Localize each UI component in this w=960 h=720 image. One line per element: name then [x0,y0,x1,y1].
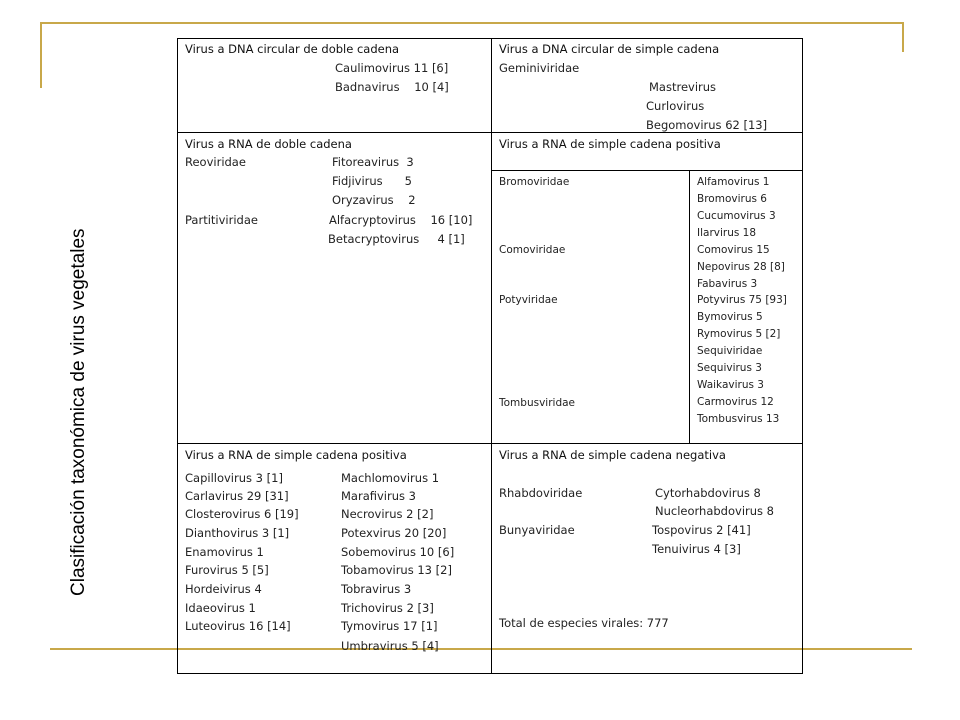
cell2-heading: Virus a DNA circular de simple cadena [499,42,720,56]
cell5-genus-col1: Dianthovirus 3 [1] [185,526,290,540]
cell5-genus-col2: Marafivirus 3 [341,489,416,503]
cell3-genus: Fidjivirus 5 [332,174,412,188]
cell4-genus: Fabavirus 3 [697,278,758,290]
cell2-genus: Curlovirus [646,99,705,113]
cell5-genus-col1: Idaeovirus 1 [185,601,256,615]
cell4-genus: Sequivirus 3 [697,362,762,374]
cell3-heading: Virus a RNA de doble cadena [185,137,352,151]
cell4-heading: Virus a RNA de simple cadena positiva [499,137,721,151]
cell4-genus: Ilarvirus 18 [697,227,757,239]
cell5-genus-col2: Tobamovirus 13 [2] [341,563,452,577]
cell4-genus: Waikavirus 3 [697,379,764,391]
cell6-genus: Cytorhabdovirus 8 [655,486,761,500]
cell4-genus: Tombusvirus 13 [697,413,780,425]
cell5-genus-col2: Potexvirus 20 [20] [341,526,447,540]
cell4-genus: Cucumovirus 3 [697,210,776,222]
cell5-genus-col1: Carlavirus 29 [31] [185,489,289,503]
cell5-genus-col1: Furovirus 5 [5] [185,563,269,577]
slide-title: Clasificación taxonómica de virus vegetales [68,228,89,596]
cell1-genus: Caulimovirus 11 [6] [335,61,449,75]
cell4-genus: Alfamovirus 1 [697,176,770,188]
cell4-genus: Bymovirus 5 [697,311,763,323]
cell4-genus: Rymovirus 5 [2] [697,328,781,340]
cell5-genus-col1: Enamovirus 1 [185,545,264,559]
divider-v-main [491,39,492,673]
cell6-family: Rhabdoviridae [499,486,583,500]
cell5-genus-col1: Hordeivirus 4 [185,582,262,596]
cell6-family: Bunyaviridae [499,523,575,537]
cell4-genus: Bromovirus 6 [697,193,767,205]
divider-v-sub [689,170,690,443]
cell5-genus-col2: Tymovirus 17 [1] [341,619,438,633]
cell4-family: Bromoviridae [499,176,570,188]
divider-h-2 [491,170,802,171]
cell6-genus: Tenuivirus 4 [3] [652,542,741,556]
cell1-heading: Virus a DNA circular de doble cadena [185,42,400,56]
cell5-heading: Virus a RNA de simple cadena positiva [185,448,407,462]
decor-line-right [902,22,904,52]
cell6-heading: Virus a RNA de simple cadena negativa [499,448,726,462]
cell6-genus: Tospovirus 2 [41] [652,523,751,537]
cell5-genus-col2: Necrovirus 2 [2] [341,507,434,521]
cell6-genus: Nucleorhabdovirus 8 [655,504,774,518]
cell3-family: Partitiviridae [185,213,258,227]
divider-h-1 [178,132,802,133]
cell1-genus: Badnavirus 10 [4] [335,80,449,94]
divider-h-3 [178,443,802,444]
cell3-genus: Fitoreavirus 3 [332,155,414,169]
taxonomy-table [177,38,803,674]
cell3-family: Reoviridae [185,155,246,169]
cell4-family: Potyviridae [499,294,558,306]
cell5-genus-col1: Luteovirus 16 [14] [185,619,291,633]
cell5-genus-col1: Closterovirus 6 [19] [185,507,299,521]
cell5-genus-col2: Sobemovirus 10 [6] [341,545,455,559]
cell5-genus-col2: Machlomovirus 1 [341,471,440,485]
decor-line-left [40,22,42,88]
cell3-genus: Oryzavirus 2 [332,193,416,207]
cell4-genus: Nepovirus 28 [8] [697,261,785,273]
cell2-genus: Mastrevirus [649,80,717,94]
decor-line-top [40,22,904,24]
cell4-genus: Comovirus 15 [697,244,770,256]
cell5-genus-col2: Trichovirus 2 [3] [341,601,434,615]
cell4-genus: Carmovirus 12 [697,396,774,408]
cell3-genus: Betacryptovirus 4 [1] [328,232,465,246]
cell4-genus: Sequiviridae [697,345,763,357]
cell4-family: Tombusviridae [499,397,575,409]
cell6-total: Total de especies virales: 777 [499,616,669,630]
cell2-genus: Begomovirus 62 [13] [646,118,768,132]
cell2-family: Geminiviridae [499,61,580,75]
cell5-genus-col2: Tobravirus 3 [341,582,412,596]
cell5-genus-col2: Umbravirus 5 [4] [341,639,439,653]
cell3-genus: Alfacryptovirus 16 [10] [329,213,473,227]
cell5-genus-col1: Capillovirus 3 [1] [185,471,283,485]
cell4-genus: Potyvirus 75 [93] [697,294,787,306]
cell4-family: Comoviridae [499,244,566,256]
